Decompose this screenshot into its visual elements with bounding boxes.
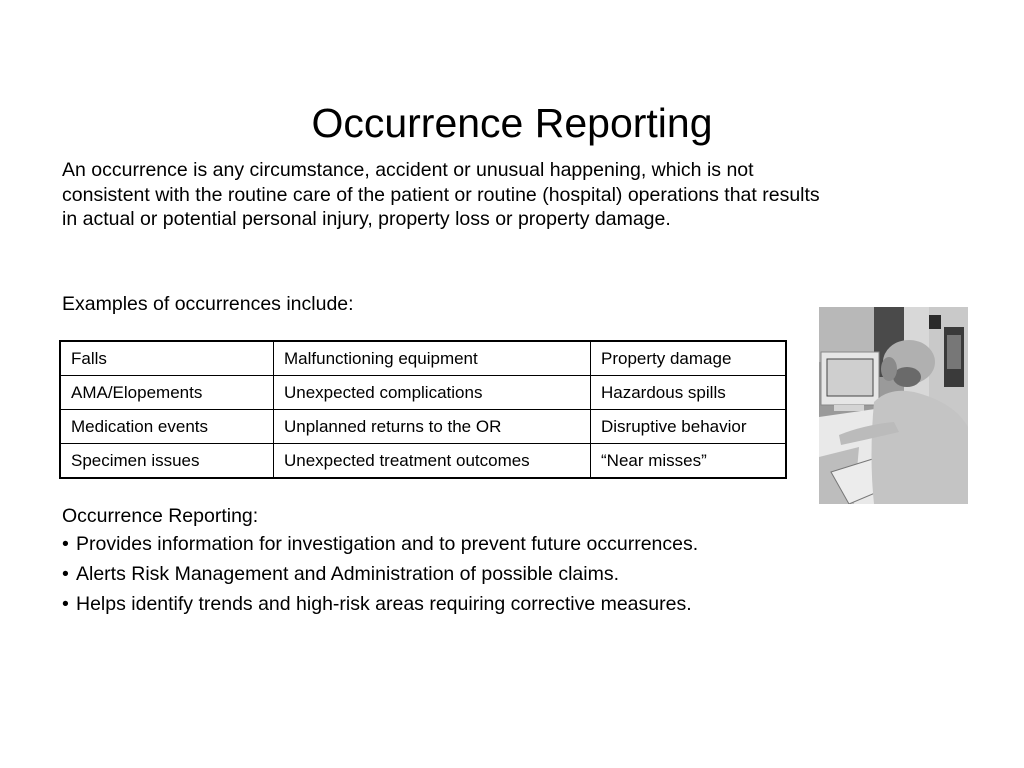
list-item: • Provides information for investigation and to prevent future occurrences. <box>62 529 842 559</box>
examples-table <box>59 340 787 479</box>
list-item: • Alerts Risk Management and Administration of possible claims. <box>62 559 842 589</box>
bullet-icon: • <box>62 563 69 585</box>
bullet-icon: • <box>62 593 69 615</box>
table-cell: Specimen issues <box>60 444 274 479</box>
table-cell: Property damage <box>591 341 787 376</box>
table-cell: Unplanned returns to the OR <box>274 410 591 444</box>
examples-label: Examples of occurrences include: <box>62 293 354 315</box>
table-cell: Unexpected complications <box>274 376 591 410</box>
table-row <box>60 376 786 410</box>
reporting-header: Occurrence Reporting: <box>62 505 259 527</box>
table-cell: AMA/Elopements <box>60 376 274 410</box>
table-row <box>60 410 786 444</box>
table-cell: Disruptive behavior <box>591 410 787 444</box>
reporting-bullet-list <box>62 529 842 619</box>
reporting-section <box>62 503 842 619</box>
table-cell: Medication events <box>60 410 274 444</box>
intro-paragraph: An occurrence is any circumstance, accident or unusual happening, which is not consistent with the routine care of the patient or routine (hospital) operations that results in actual or potential personal injury, property loss or property damage. <box>62 159 820 230</box>
bullet-icon: • <box>62 533 69 555</box>
slide-title: Occurrence Reporting <box>311 100 713 147</box>
list-item: • Helps identify trends and high-risk areas requiring corrective measures. <box>62 589 842 619</box>
table-cell: “Near misses” <box>591 444 787 479</box>
table-cell: Unexpected treatment outcomes <box>274 444 591 479</box>
table-cell: Malfunctioning equipment <box>274 341 591 376</box>
table-cell: Falls <box>60 341 274 376</box>
table-row <box>60 341 786 376</box>
table-row <box>60 444 786 479</box>
nurse-at-computer-photo <box>819 307 968 504</box>
table-cell: Hazardous spills <box>591 376 787 410</box>
